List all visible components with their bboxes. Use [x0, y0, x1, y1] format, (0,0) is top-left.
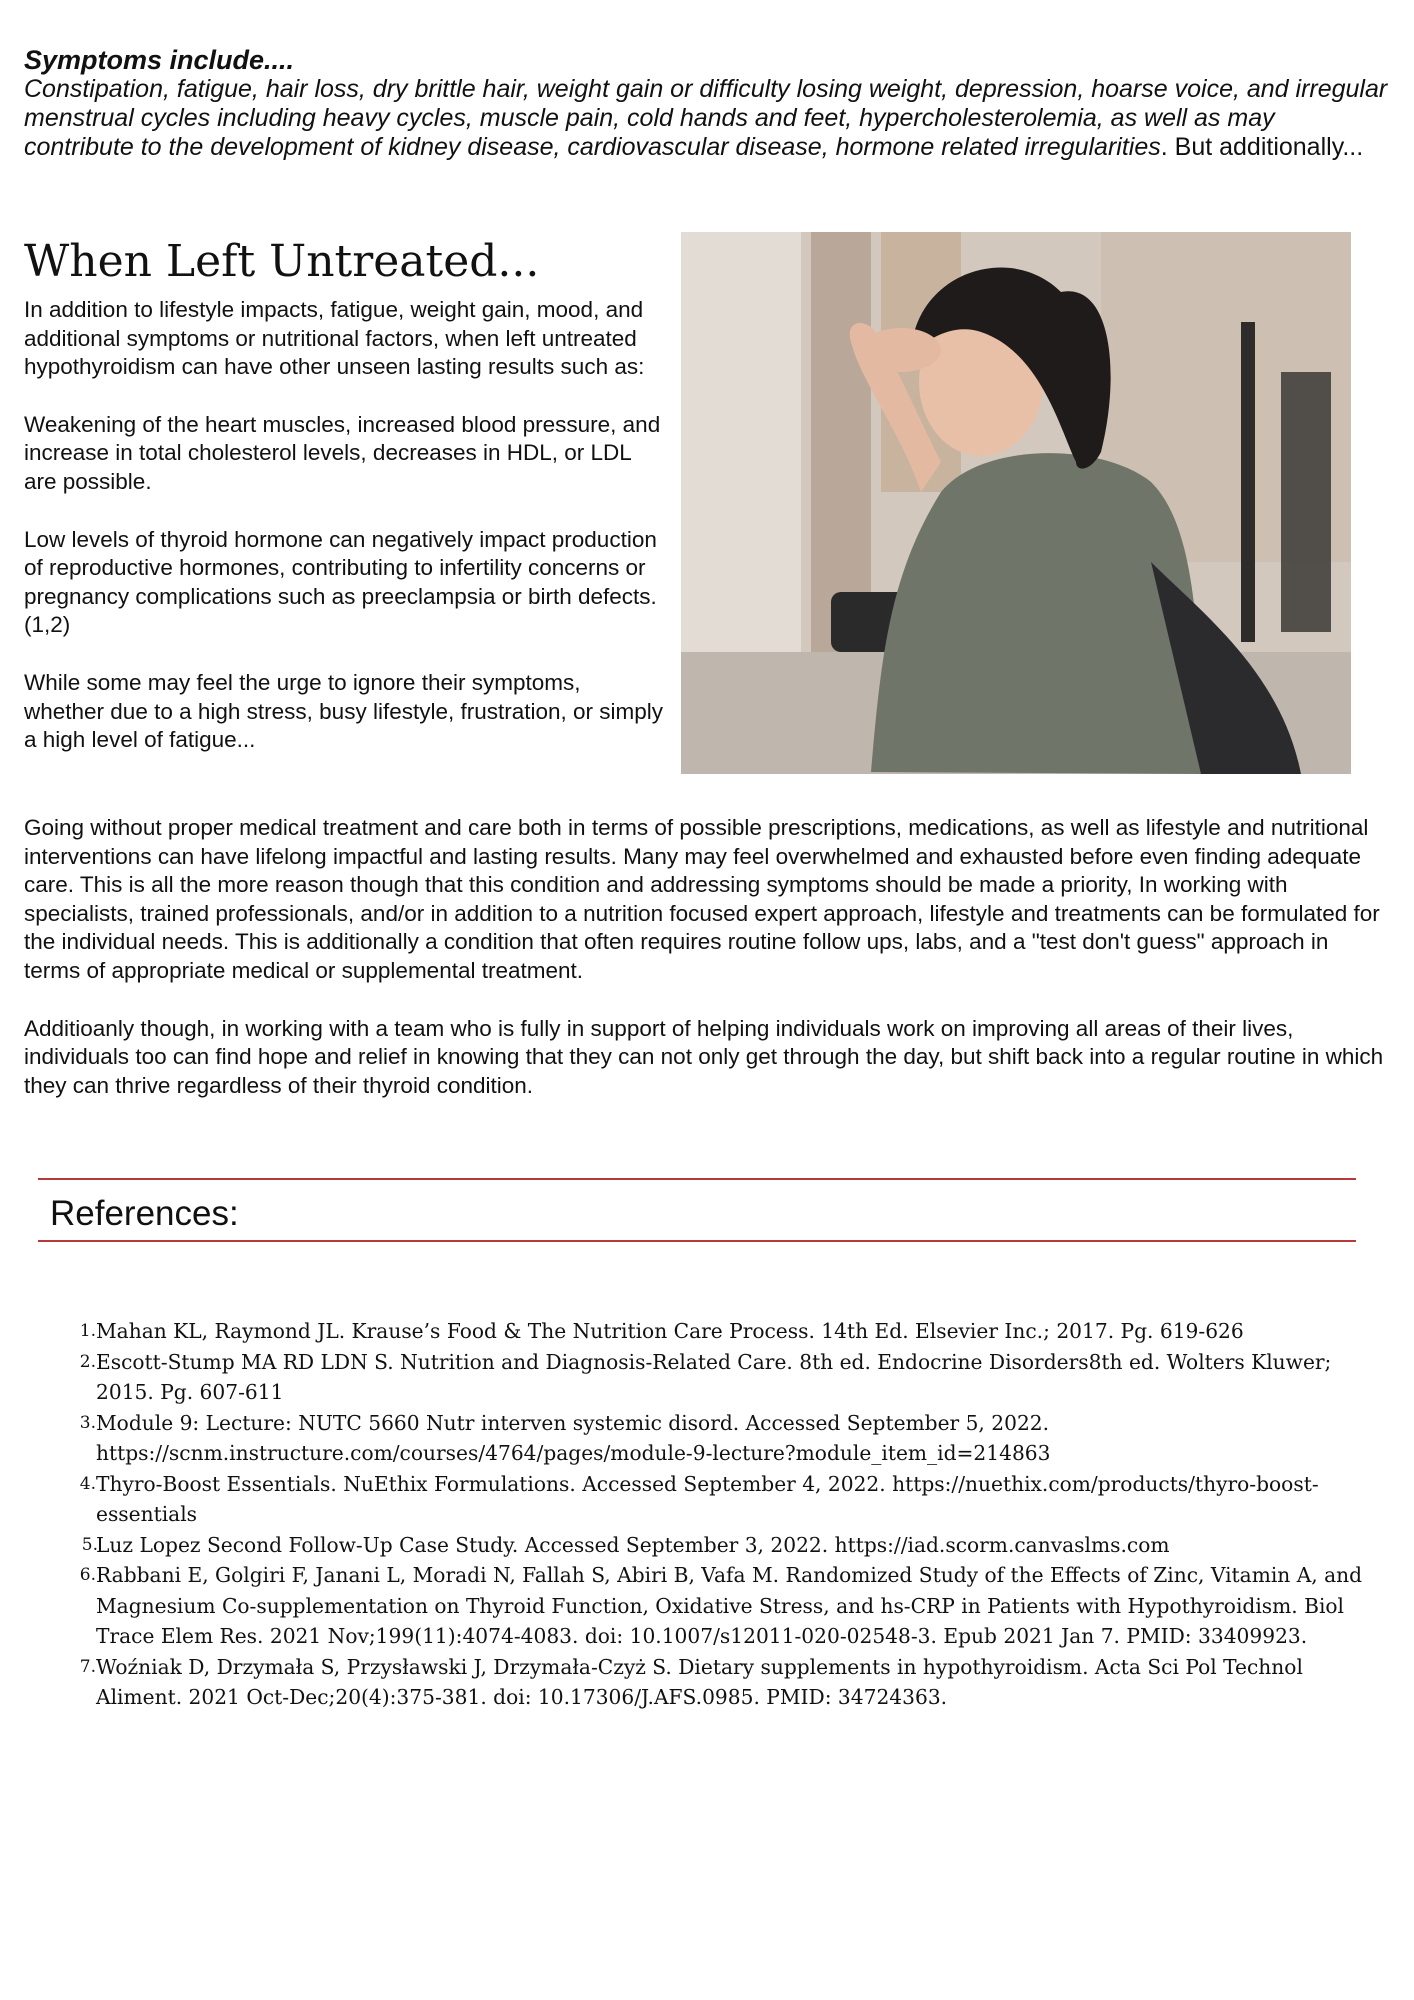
- photo-illustration: [681, 232, 1351, 774]
- reference-item: [79, 1316, 1392, 1347]
- reference-item: [81, 1530, 1392, 1561]
- reference-number: 5.: [81, 1534, 98, 1555]
- untreated-title: When Left Untreated...: [24, 236, 540, 287]
- untreated-body: [24, 296, 664, 784]
- reference-number: 7.: [79, 1656, 96, 1677]
- reference-text: Escott-Stump MA RD LDN S. Nutrition and Diagnosis-Related Care. 8th ed. Endocrine Disorders8th ed. Wolters Kluwer; 2015. Pg. 607-611: [96, 1349, 1332, 1404]
- symptoms-heading: Symptoms include....: [24, 45, 295, 75]
- references-title: References:: [50, 1194, 239, 1233]
- reference-text: Rabbani E, Golgiri F, Janani L, Moradi N, Fallah S, Abiri B, Vafa M. Randomized Study of the Effects of Zinc, Vitamin A, and Magnesium Co-supplementation on Thyroid Function, Oxidative Stress, and hs-CRP in Patients with Hypothyroidism. Biol Trace Elem Res. 2021 Nov;199(11):4074-4083. doi: 10.1007/s12011-020-02548-3. Epub 2021 Jan 7. PMID: 33409923.: [96, 1563, 1363, 1648]
- untreated-paragraph: Weakening of the heart muscles, increased blood pressure, and increase in total cholesterol levels, decreases in HDL, or LDL are possible.: [24, 411, 661, 494]
- references-bottom-rule: [38, 1240, 1356, 1242]
- references-list: [79, 1316, 1392, 1713]
- main-body: [24, 814, 1390, 1129]
- untreated-paragraph: Low levels of thyroid hormone can negatively impact production of reproductive hormones, contributing to infertility concerns or pregnancy complications such as preeclampsia or birth defects. (1,2): [24, 526, 657, 638]
- reference-item: [79, 1347, 1392, 1408]
- symptoms-list: Constipation, fatigue, hair loss, dry brittle hair, weight gain or difficulty losing weight, depression, hoarse voice, and irregular menstrual cycles including heavy cycles, muscle pain, cold hands and feet, hypercholesterolemia, as well as may contribute to the development of kidney disease, cardiovascular disease, hormone related irregularities: [24, 75, 1388, 161]
- main-paragraph: Going without proper medical treatment and care both in terms of possible prescriptions, medications, as well as lifestyle and nutritional interventions can have lifelong impactful and lasting results. Many may feel overwhelmed and exhausted before even finding adequate care. This is all the more reason though that this condition and addressing symptoms should be made a priority, In working with specialists, trained professionals, and/or in addition to a nutrition focused expert approach, lifestyle and treatments can be formulated for the individual needs. This is additionally a condition that often requires routine follow ups, labs, and a "test don't guess" approach in terms of appropriate medical or supplemental treatment.: [24, 815, 1380, 983]
- reference-item: [79, 1408, 1392, 1469]
- main-paragraph: Additioanly though, in working with a team who is fully in support of helping individuals work on improving all areas of their lives, individuals too can find hope and relief in knowing that they can not only get through the day, but shift back into a regular routine in which they can thrive regardless of their thyroid condition.: [24, 1015, 1384, 1098]
- reference-text: Thyro-Boost Essentials. NuEthix Formulations. Accessed September 4, 2022. https://nuethix.com/products/thyro-boost-essentials: [96, 1471, 1319, 1526]
- reference-text: Luz Lopez Second Follow-Up Case Study. Accessed September 3, 2022. https://iad.scorm.canvaslms.com: [96, 1532, 1170, 1557]
- symptoms-tail: . But additionally...: [1160, 133, 1364, 161]
- reference-item: [79, 1560, 1392, 1652]
- woman-gym-photo: [681, 232, 1351, 774]
- untreated-paragraph: While some may feel the urge to ignore their symptoms, whether due to a high stress, busy lifestyle, frustration, or simply a high level of fatigue...: [24, 669, 664, 753]
- reference-number: 6.: [79, 1565, 96, 1585]
- references-top-rule: [38, 1178, 1356, 1180]
- reference-text: Mahan KL, Raymond JL. Krause’s Food & The Nutrition Care Process. 14th Ed. Elsevier Inc.; 2017. Pg. 619-626: [96, 1319, 1244, 1343]
- untreated-paragraph: In addition to lifestyle impacts, fatigue, weight gain, mood, and additional symptoms or nutritional factors, when left untreated hypothyroidism can have other unseen lasting results such as:: [24, 297, 645, 380]
- symptoms-section: [24, 46, 1390, 162]
- reference-number: 3.: [79, 1412, 96, 1433]
- reference-text: Module 9: Lecture: NUTC 5660 Nutr interven systemic disord. Accessed September 5, 2022. https://scnm.instructure.com/courses/4764/pages/module-9-lecture?module_item_id=214863: [96, 1410, 1051, 1465]
- reference-item: [79, 1469, 1392, 1530]
- reference-number: 4.: [79, 1473, 96, 1494]
- reference-number: 1.: [79, 1321, 96, 1341]
- reference-number: 2.: [79, 1351, 96, 1372]
- reference-item: [79, 1652, 1392, 1713]
- reference-text: Woźniak D, Drzymała S, Przysławski J, Drzymała-Czyż S. Dietary supplements in hypothyroidism. Acta Sci Pol Technol Aliment. 2021 Oct-Dec;20(4):375-381. doi: 10.17306/J.AFS.0985. PMID: 34724363.: [96, 1654, 1303, 1709]
